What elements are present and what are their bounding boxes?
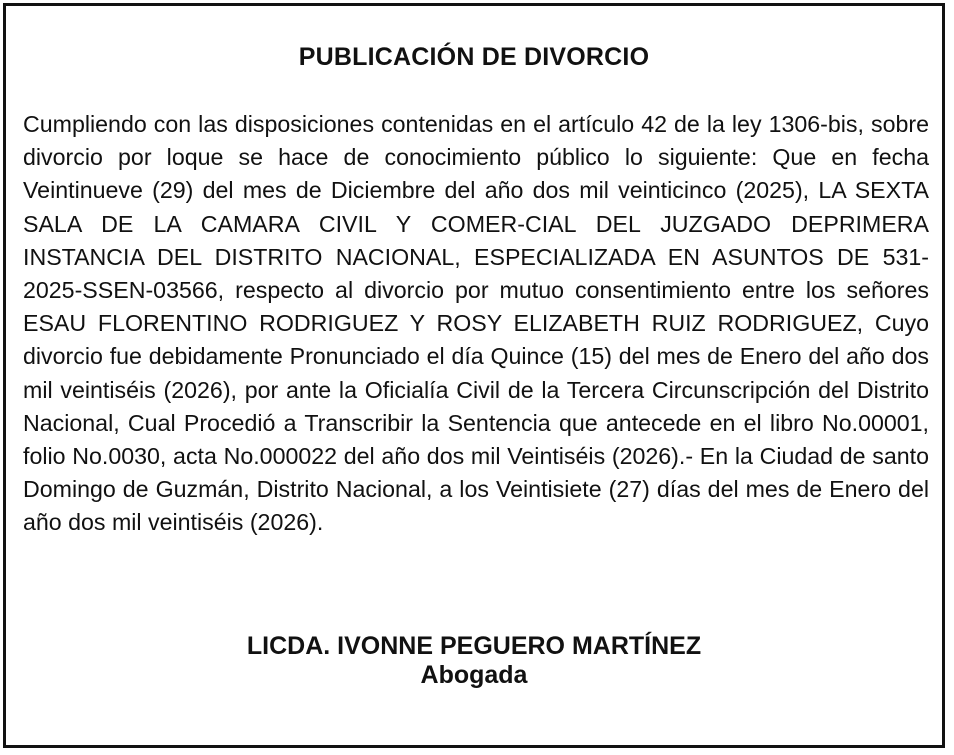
notice-body: Cumpliendo con las disposiciones contenidas en el artículo 42 de la ley 1306-bis, sobre divorcio por loque se hace de conocimiento público lo siguiente: Que en fecha Veintinueve (29) del mes de Diciembre del año dos mil veinticinco (2025), LA SEXTA SALA DE LA CAMARA CIVIL Y COMER-CIAL DEL JUZGADO DEPRIMERA INSTANCIA DEL DISTRITO NACIONAL, ESPECIALIZADA EN ASUNTOS DE 531-2025-SSEN-03566, respecto al divorcio por mutuo consentimiento entre los señores ESAU FLORENTINO RODRIGUEZ Y ROSY ELIZABETH RUIZ RODRIGUEZ, Cuyo divorcio fue debidamente Pronunciado el día Quince (15) del mes de Enero del año dos mil veintiséis (2026), por ante la Oficialía Civil de la Tercera Circunscripción del Distrito Nacional, Cual Procedió a Transcribir la Sentencia que antecede en el libro No.00001, folio No.0030, acta No.000022 del año dos mil Veintiséis (2026).- En la Ciudad de santo Domingo de Guzmán, Distrito Nacional, a los Veintisiete (27) días del mes de Enero del año dos mil veintiséis (2026).	[23, 111, 929, 536]
notice-title: PUBLICACIÓN DE DIVORCIO	[298, 43, 650, 71]
signature-block	[6, 632, 942, 690]
signer-name: LICDA. IVONNE PEGUERO MARTÍNEZ	[246, 632, 702, 660]
signer-role: Abogada	[420, 661, 528, 689]
divorce-notice	[3, 3, 945, 748]
